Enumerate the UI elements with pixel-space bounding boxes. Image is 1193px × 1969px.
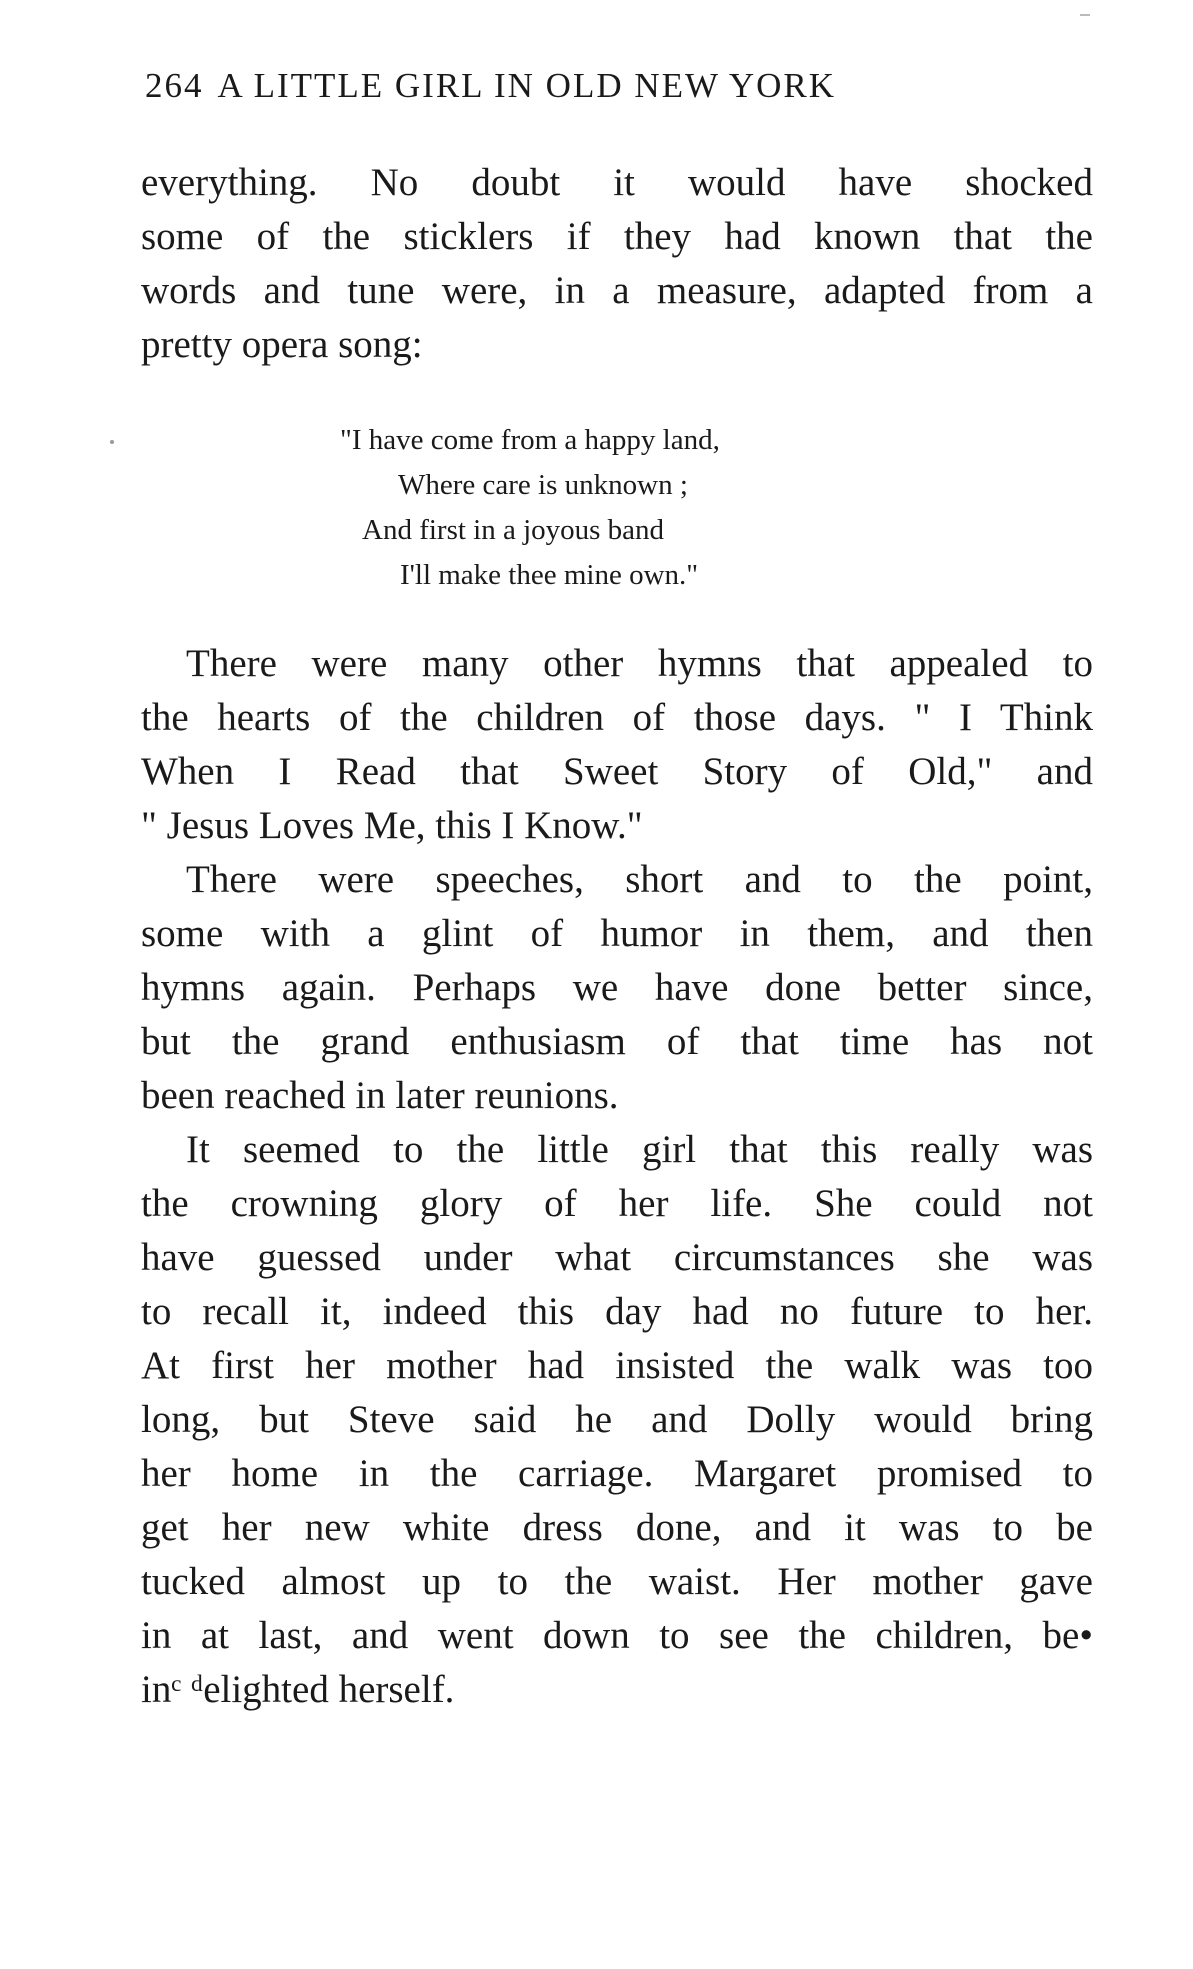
- running-title: A LITTLE GIRL IN OLD NEW YORK: [217, 66, 837, 105]
- para2-line-4: " Jesus Loves Me, this I Know.": [141, 804, 643, 847]
- para2-line-3: When I Read that Sweet Story of Old," and: [141, 750, 1093, 793]
- para4-line-5: At first her mother had insisted the walk was too: [141, 1344, 1093, 1387]
- para4-line-4: to recall it, indeed this day had no future to her.: [141, 1290, 1093, 1333]
- running-head: [145, 66, 836, 106]
- scan-speck: [110, 440, 114, 444]
- para1-line-3: words and tune were, in a measure, adapted from a: [141, 269, 1093, 312]
- para2-line-2: the hearts of the children of those days. " I Think: [141, 696, 1093, 739]
- para4-line-7: her home in the carriage. Margaret promised to: [141, 1452, 1093, 1495]
- para4-line-1: It seemed to the little girl that this really was: [186, 1128, 1093, 1171]
- para4-line-6: long, but Steve said he and Dolly would bring: [141, 1398, 1093, 1441]
- para4-line-8: get her new white dress done, and it was to be: [141, 1506, 1093, 1549]
- verse-line-4: I'll make thee mine own.": [400, 559, 699, 591]
- para3-line-5: been reached in later reunions.: [141, 1074, 619, 1117]
- verse-line-3: And first in a joyous band: [362, 514, 665, 546]
- para3-line-3: hymns again. Perhaps we have done better since,: [141, 966, 1093, 1009]
- para4-line-10: in at last, and went down to see the children, be•: [141, 1614, 1093, 1657]
- para1-line-1: everything. No doubt it would have shocked: [141, 161, 1093, 204]
- verse-line-1: "I have come from a happy land,: [340, 424, 720, 456]
- para4-line-2: the crowning glory of her life. She could not: [141, 1182, 1093, 1225]
- para1-line-2: some of the sticklers if they had known that the: [141, 215, 1093, 258]
- page-number: 264: [145, 66, 204, 105]
- para3-line-4: but the grand enthusiasm of that time has not: [141, 1020, 1093, 1063]
- scan-edge-mark: [1080, 14, 1090, 16]
- para4-line-3: have guessed under what circumstances she was: [141, 1236, 1093, 1279]
- para2-line-1: There were many other hymns that appealed to: [186, 642, 1093, 685]
- verse-line-2: Where care is unknown ;: [398, 469, 688, 501]
- para3-line-2: some with a glint of humor in them, and then: [141, 912, 1093, 955]
- para4-line-9: tucked almost up to the waist. Her mother gave: [141, 1560, 1093, 1603]
- para4-line-11: inᶜ ᵈelighted herself.: [141, 1668, 455, 1711]
- para3-line-1: There were speeches, short and to the point,: [186, 858, 1093, 901]
- para1-line-4: pretty opera song:: [141, 323, 423, 366]
